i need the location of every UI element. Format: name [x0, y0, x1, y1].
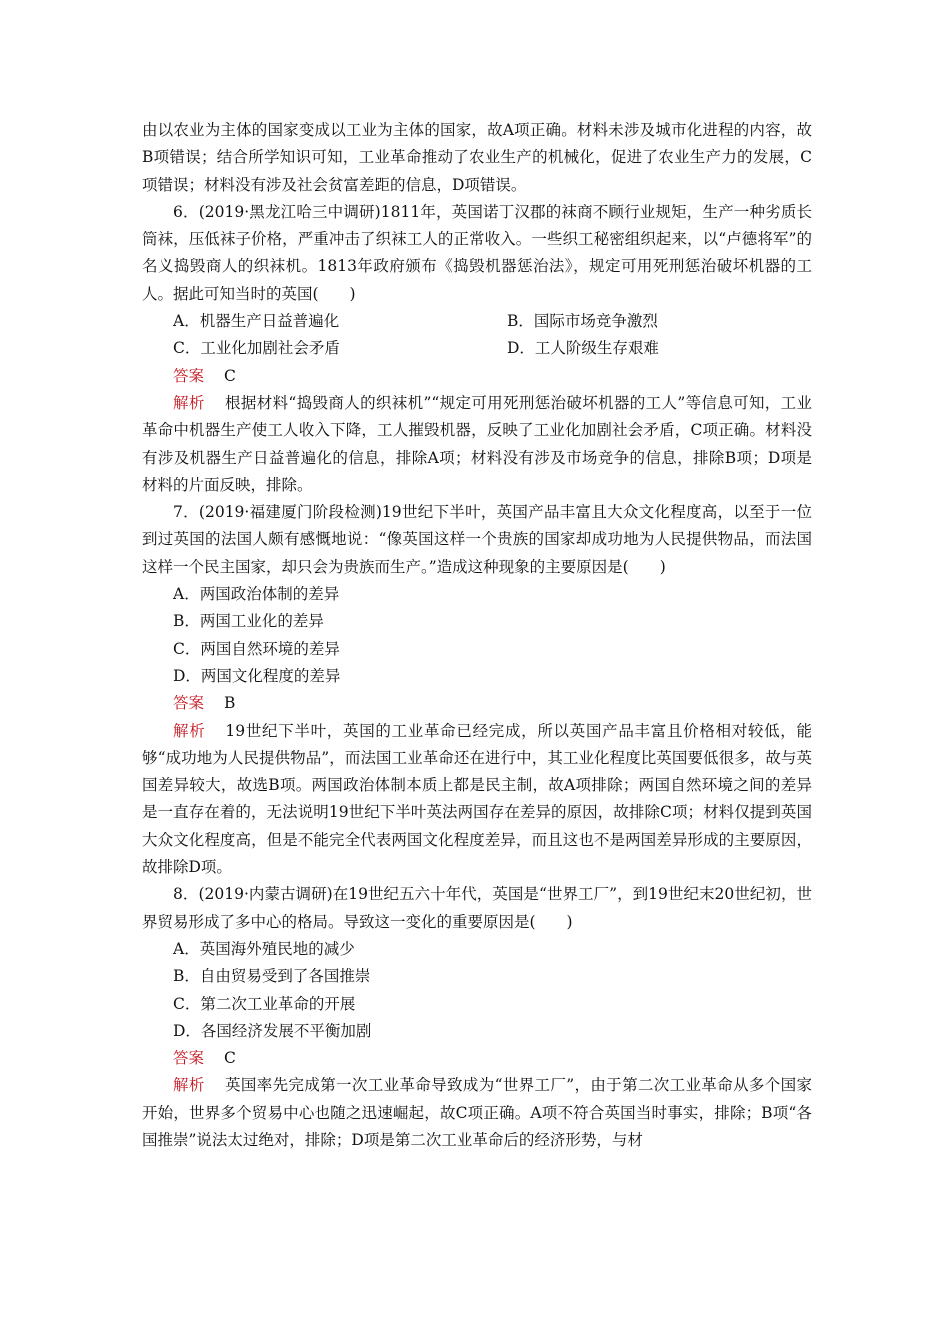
- question-6-explanation: [142, 390, 812, 499]
- question-8-option-a: A．英国海外殖民地的减少: [173, 939, 355, 958]
- question-7-option-c: C．两国自然环境的差异: [173, 639, 340, 658]
- question-7-explanation-text: 19世纪下半叶，英国的工业革命已经完成，所以英国产品丰富且价格相对较低，能够“成功地为人民提供物品”，而法国工业革命还在进行中，其工业化程度比英国要低很多，故与英国差异较大，故选B项。两国政治体制本质上都是民主制，故A项排除；两国自然环境之间的差异是一直存在着的，无法说明19世纪下半叶英法两国存在差异的原因，故排除C项；材料仅提到英国大众文化程度高，但是不能完全代表两国文化程度差异，而且这也不是两国差异形成的主要原因，故排除D项。: [142, 721, 812, 877]
- question-6-answer: [142, 363, 812, 390]
- question-7-option-b: B．两国工业化的差异: [173, 612, 324, 631]
- question-6-option-c: C．工业化加剧社会矛盾: [173, 339, 340, 358]
- answer-label: 答案: [173, 1049, 205, 1068]
- explanation-label: 解析: [173, 393, 205, 412]
- explanation-label: 解析: [173, 1076, 205, 1095]
- question-8-answer-value: C: [224, 1049, 236, 1068]
- question-8-answer: [142, 1045, 812, 1072]
- document-page: [142, 117, 812, 1154]
- question-7-answer: [142, 690, 812, 717]
- question-7-option-d: D．两国文化程度的差异: [173, 666, 341, 685]
- question-7-answer-value: B: [224, 694, 236, 713]
- prev-explanation: 由以农业为主体的国家变成以工业为主体的国家，故A项正确。材料未涉及城市化进程的内容，故B项错误；结合所学知识可知，工业革命推动了农业生产的机械化，促进了农业生产力的发展，C项错误；材料没有涉及社会贫富差距的信息，D项错误。: [142, 121, 812, 194]
- question-7-option-a: A．两国政治体制的差异: [173, 585, 340, 604]
- question-6-options-row-2: [142, 335, 812, 362]
- question-8-option-c: C．第二次工业革命的开展: [173, 994, 356, 1013]
- explanation-label: 解析: [173, 721, 206, 740]
- question-8-explanation-text: 英国率先完成第一次工业革命导致成为“世界工厂”，由于第二次工业革命从多个国家开始，世界多个贸易中心也随之迅速崛起，故C项正确。A项不符合英国当时事实，排除；B项“各国推崇”说法太过绝对，排除；D项是第二次工业革命后的经济形势，与材: [142, 1076, 812, 1149]
- question-8-stem: 8．(2019·内蒙古调研)在19世纪五六十年代，英国是“世界工厂”，到19世纪末20世纪初，世界贸易形成了多中心的格局。导致这一变化的重要原因是( ): [142, 885, 812, 931]
- answer-label: 答案: [173, 694, 205, 713]
- question-8-option-d: D．各国经济发展不平衡加剧: [173, 1021, 372, 1040]
- answer-label: 答案: [173, 366, 205, 385]
- question-8-explanation: [142, 1072, 812, 1154]
- question-6-option-b: B．国际市场竞争激烈: [507, 312, 658, 331]
- question-7-stem: 7．(2019·福建厦门阶段检测)19世纪下半叶，英国产品丰富且大众文化程度高，以至于一位到过英国的法国人颇有感慨地说：“像英国这样一个贵族的国家却成功地为人民提供物品，而法国这样一个民主国家，却只会为贵族而生产。”造成这种现象的主要原因是( ): [142, 503, 812, 576]
- question-7-explanation: [142, 718, 812, 882]
- question-6-explanation-text: 根据材料“捣毁商人的织袜机”“规定可用死刑惩治破坏机器的工人”等信息可知，工业革命中机器生产使工人收入下降，工人摧毁机器，反映了工业化加剧社会矛盾，C项正确。材料没有涉及机器生产日益普遍化的信息，排除A项；材料没有涉及市场竞争的信息，排除B项；D项是材料的片面反映，排除。: [142, 393, 812, 494]
- question-6-answer-value: C: [224, 366, 236, 385]
- question-6-option-d: D．工人阶级生存艰难: [507, 339, 659, 358]
- question-6-stem: 6．(2019·黑龙江哈三中调研)1811年，英国诺丁汉郡的袜商不顾行业规矩，生产一种劣质长筒袜，压低袜子价格，严重冲击了织袜工人的正常收入。一些织工秘密组织起来，以“卢德将军”的名义捣毁商人的织袜机。1813年政府颁布《捣毁机器惩治法》，规定可用死刑惩治破坏机器的工人。据此可知当时的英国( ): [142, 202, 812, 303]
- question-8-option-b: B．自由贸易受到了各国推崇: [173, 967, 371, 986]
- question-6-options-row-1: [142, 308, 812, 335]
- question-6-option-a: A．机器生产日益普遍化: [173, 312, 340, 331]
